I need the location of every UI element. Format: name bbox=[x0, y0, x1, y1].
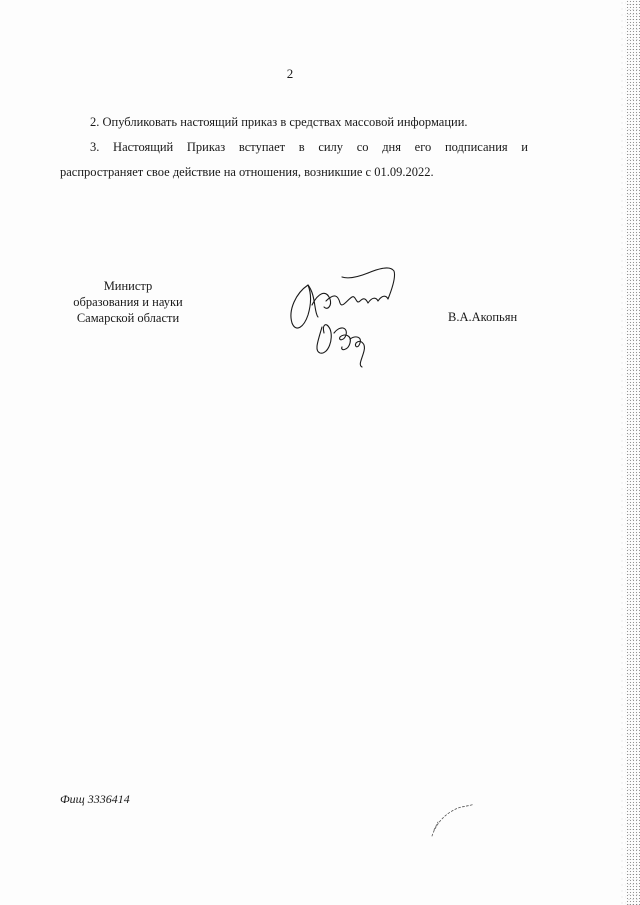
paragraph-publish bbox=[60, 110, 558, 135]
signer-position-line3: Самарской области bbox=[76, 311, 180, 325]
scan-edge-noise bbox=[626, 0, 640, 905]
footer-document-code: Фищ 3336414 bbox=[60, 792, 130, 806]
pencil-mark-icon bbox=[428, 800, 478, 840]
handwritten-signature-icon bbox=[278, 255, 408, 370]
signer-position-line1: Министр bbox=[103, 279, 153, 293]
signer-name: В.А.Акопьян bbox=[448, 310, 518, 324]
signer-position-line2: образования и науки bbox=[73, 295, 183, 309]
page-number: 2 bbox=[286, 66, 294, 81]
paragraph-effective-line2: распространяет свое действие на отношения, возникшие с 01.09.2022. bbox=[60, 165, 434, 179]
paragraph-effective-date bbox=[60, 135, 528, 185]
signer-position bbox=[48, 278, 208, 326]
paragraph-effective-line1: 3. Настоящий Приказ вступает в силу со дня его подписания и bbox=[90, 140, 528, 154]
paragraph-publish-text: 2. Опубликовать настоящий приказ в средствах массовой информации. bbox=[90, 115, 468, 129]
